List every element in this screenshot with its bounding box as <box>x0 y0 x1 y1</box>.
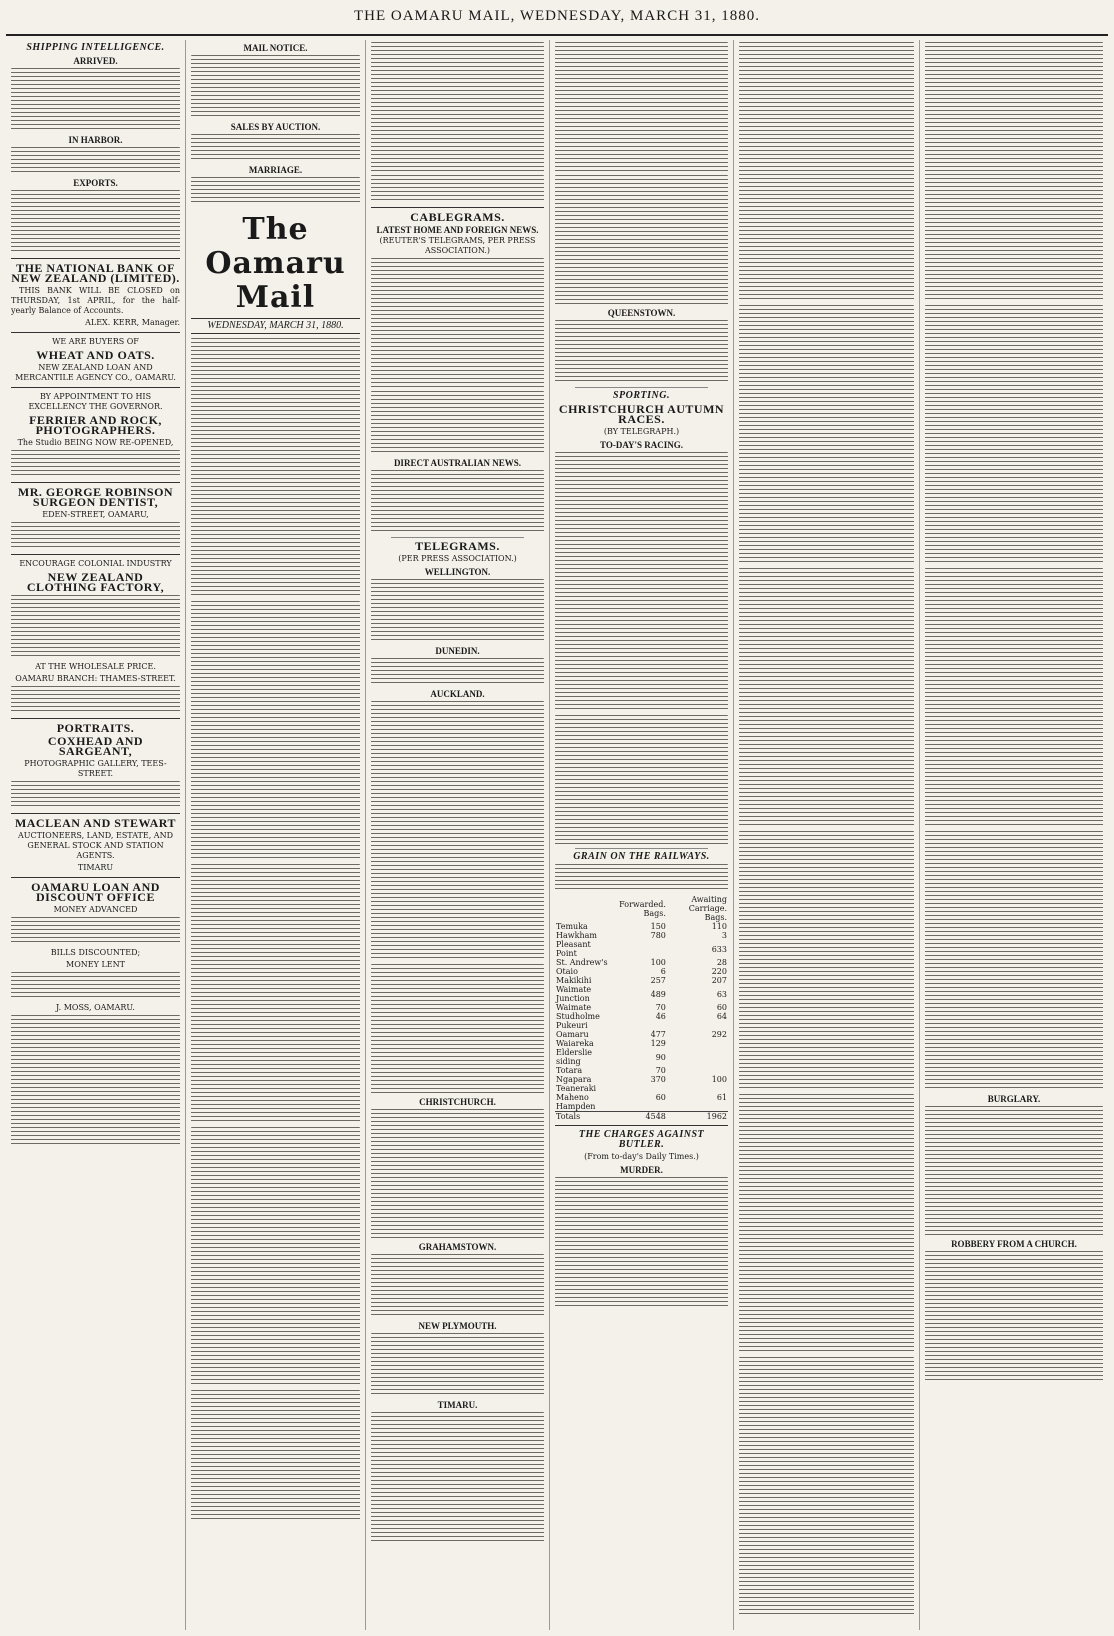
text-block <box>191 1390 360 1520</box>
grain-cell-awaiting <box>667 1021 728 1030</box>
grain-cell-station: Maheno <box>556 1093 589 1102</box>
grain-cell-awaiting <box>667 1048 728 1066</box>
grain-table-row <box>555 985 728 1003</box>
text-block <box>191 338 360 598</box>
text-block <box>739 42 914 302</box>
races-title: CHRISTCHURCH AUTUMN RACES. <box>558 402 725 426</box>
nz-loan-agency: NEW ZEALAND LOAN AND MERCANTILE AGENCY CO., OAMARU. <box>15 363 176 382</box>
cablegrams-title: CABLEGRAMS. <box>410 210 505 224</box>
text-block <box>925 1251 1103 1381</box>
page-columns <box>6 40 1108 1630</box>
grain-table-row <box>555 1048 728 1066</box>
grain-cell-station: Totara <box>556 1066 583 1075</box>
dunedin-heading: DUNEDIN. <box>435 646 480 656</box>
text-block <box>371 1254 544 1318</box>
christchurch-heading: CHRISTCHURCH. <box>419 1097 496 1107</box>
moss-line: J. MOSS, OAMARU. <box>56 1003 135 1012</box>
text-block <box>555 175 728 305</box>
text-block <box>191 177 360 205</box>
divider <box>575 848 708 849</box>
reuter-line: (REUTER'S TELEGRAMS, PER PRESS ASSOCIATION.) <box>379 236 536 255</box>
mail-notice-heading: MAIL NOTICE. <box>243 43 308 53</box>
new-plymouth-heading: NEW PLYMOUTH. <box>418 1321 497 1331</box>
divider <box>11 482 180 483</box>
robbery-heading: ROBBERY FROM A CHURCH. <box>951 1239 1077 1249</box>
arrived-heading: ARRIVED. <box>73 56 118 66</box>
grain-cell-awaiting <box>667 1039 728 1048</box>
grain-cell-forwarded: 780 <box>650 931 666 940</box>
text-block <box>191 134 360 162</box>
grain-total-forwarded: 4548 <box>610 1112 667 1122</box>
grain-header-awaiting: Awaiting Carriage. Bags. <box>688 895 727 922</box>
running-head: THE OAMARU MAIL, WEDNESDAY, MARCH 31, 1880. <box>353 8 761 24</box>
grain-cell-forwarded: 370 <box>650 1075 666 1084</box>
text-block <box>739 831 914 1091</box>
grain-cell-forwarded <box>610 1084 667 1093</box>
text-block <box>371 964 544 1094</box>
grain-cell-awaiting: 220 <box>711 967 727 976</box>
grain-cell-station: St. Andrew's <box>556 958 608 967</box>
grain-cell-awaiting: 61 <box>716 1093 727 1102</box>
text-block <box>11 972 180 1000</box>
grain-total-awaiting: 1962 <box>667 1112 728 1122</box>
grain-table-row <box>555 1102 728 1112</box>
coxhead-title: COXHEAD AND SARGEANT, <box>47 734 144 758</box>
grain-cell-awaiting: 63 <box>716 989 727 999</box>
grain-cell-station: Makikihi <box>556 976 592 985</box>
grain-header-station <box>555 895 610 922</box>
grain-cell-awaiting <box>667 1066 728 1075</box>
grain-table-row <box>555 958 728 967</box>
grain-table <box>555 895 728 1121</box>
text-block <box>11 190 180 254</box>
text-block <box>191 1127 360 1387</box>
text-block <box>11 917 180 945</box>
text-block <box>371 701 544 961</box>
grain-cell-awaiting: 60 <box>716 1003 727 1012</box>
grain-cell-forwarded: 129 <box>650 1039 666 1048</box>
column-5 <box>734 40 920 1630</box>
text-block <box>371 470 544 534</box>
studio-line: The Studio BEING NOW RE-OPENED, <box>17 438 174 447</box>
grain-cell-forwarded: 6 <box>660 967 666 976</box>
bank-notice: THIS BANK WILL BE CLOSED on THURSDAY, 1st APRIL, for the half-yearly Balance of Accounts. <box>11 286 180 315</box>
foreign-news-heading: LATEST HOME AND FOREIGN NEWS. <box>376 225 539 235</box>
grain-cell-awaiting: 110 <box>711 922 727 931</box>
grain-cell-forwarded <box>610 1021 667 1030</box>
grain-table-row <box>555 1093 728 1102</box>
australian-heading: DIRECT AUSTRALIAN NEWS. <box>393 458 522 468</box>
grain-cell-awaiting: 207 <box>711 976 727 985</box>
divider <box>575 387 708 388</box>
divider <box>11 332 180 333</box>
grain-total-label: Totals <box>555 1112 610 1122</box>
column-4 <box>550 40 734 1630</box>
branch-line: OAMARU BRANCH: THAMES-STREET. <box>15 674 176 683</box>
grain-cell-awaiting: 633 <box>711 944 727 954</box>
grain-cell-forwarded: 70 <box>655 1066 666 1075</box>
grain-cell-awaiting: 3 <box>721 931 727 940</box>
column-3 <box>366 40 550 1630</box>
grain-cell-station: Hampden <box>556 1102 596 1111</box>
grain-cell-station: Otaio <box>556 967 578 976</box>
grain-table-row <box>555 967 728 976</box>
text-block <box>925 831 1103 1091</box>
buyers-line: WE ARE BUYERS OF <box>52 337 139 346</box>
grain-cell-awaiting <box>667 1084 728 1093</box>
masthead <box>191 213 360 334</box>
text-block <box>371 391 544 455</box>
text-block <box>191 864 360 1124</box>
text-block <box>555 320 728 384</box>
text-block <box>739 305 914 565</box>
text-block <box>191 601 360 861</box>
butler-title: THE CHARGES AGAINST BUTLER. <box>578 1129 705 1150</box>
grain-table-row <box>555 1030 728 1039</box>
grain-cell-awaiting <box>667 1102 728 1112</box>
grain-total-row <box>555 1112 728 1122</box>
column-2 <box>186 40 366 1630</box>
exports-heading: EXPORTS. <box>73 178 118 188</box>
grain-cell-forwarded: 489 <box>650 989 666 999</box>
telegrams-title: TELEGRAMS. <box>415 539 500 553</box>
grain-cell-forwarded: 150 <box>650 922 666 931</box>
grain-cell-station: Waimate <box>556 1003 592 1012</box>
timaru-heading: TIMARU. <box>437 1400 478 1410</box>
grain-cell-forwarded: 100 <box>650 958 666 967</box>
text-block <box>11 595 180 659</box>
grain-table-row <box>555 1003 728 1012</box>
grain-cell-forwarded: 90 <box>655 1052 666 1062</box>
grain-cell-station: Teaneraki <box>556 1084 597 1093</box>
bills-line: BILLS DISCOUNTED; <box>50 948 141 957</box>
grain-cell-forwarded: 46 <box>655 1012 666 1021</box>
text-block <box>925 42 1103 302</box>
text-block <box>371 1412 544 1542</box>
encourage-line: ENCOURAGE COLONIAL INDUSTRY <box>19 559 172 568</box>
text-block <box>925 568 1103 828</box>
text-block <box>11 450 180 478</box>
grain-cell-station: Temuka <box>556 922 588 931</box>
text-block <box>11 781 180 809</box>
eden-street: EDEN-STREET, OAMARU, <box>42 510 149 519</box>
appointment-line: BY APPOINTMENT TO HIS EXCELLENCY THE GOVERNOR. <box>28 392 163 411</box>
text-block <box>555 1177 728 1307</box>
masthead-date: WEDNESDAY, MARCH 31, 1880. <box>191 318 360 334</box>
shipping-title: SHIPPING INTELLIGENCE. <box>26 42 165 53</box>
bank-signature: ALEX. KERR, Manager. <box>85 318 180 327</box>
grain-cell-station: Elderslie siding <box>556 1048 593 1066</box>
grain-table-row <box>555 976 728 985</box>
text-block <box>371 579 544 643</box>
grain-cell-awaiting: 28 <box>716 958 727 967</box>
grain-cell-forwarded <box>610 940 667 958</box>
text-block <box>739 1094 914 1354</box>
text-block <box>11 686 180 714</box>
grain-cell-station: Oamaru <box>556 1030 589 1039</box>
text-block <box>555 452 728 712</box>
grain-cell-station: Ngapara <box>556 1075 592 1084</box>
grain-table-row <box>555 1066 728 1075</box>
in-harbor-heading: IN HARBOR. <box>68 135 123 145</box>
queenstown-heading: QUEENSTOWN. <box>607 308 676 318</box>
grain-table-body <box>555 895 728 1112</box>
grain-cell-awaiting: 64 <box>716 1012 727 1021</box>
text-block <box>555 42 728 172</box>
murder-heading: MURDER. <box>620 1165 663 1175</box>
text-block <box>371 1109 544 1239</box>
dentist-title: MR. GEORGE ROBINSON SURGEON DENTIST, <box>17 485 174 509</box>
grain-cell-station: Pleasant Point <box>556 940 591 958</box>
gallery-line: PHOTOGRAPHIC GALLERY, TEES-STREET. <box>24 759 167 778</box>
text-block <box>371 258 544 388</box>
grain-table-row <box>555 1084 728 1093</box>
divider <box>11 813 180 814</box>
divider <box>11 387 180 388</box>
press-line: (PER PRESS ASSOCIATION.) <box>398 554 517 563</box>
divider <box>371 207 544 208</box>
ferrier-title: FERRIER AND ROCK, PHOTOGRAPHERS. <box>29 413 162 437</box>
auckland-heading: AUCKLAND. <box>430 689 485 699</box>
masthead-title: The Oamaru Mail <box>205 212 346 315</box>
grain-cell-station: Studholme <box>556 1012 600 1021</box>
bank-title: THE NATIONAL BANK OF NEW ZEALAND (LIMITED). <box>11 261 180 285</box>
grain-cell-awaiting: 100 <box>711 1075 727 1084</box>
money-lent: MONEY LENT <box>66 960 125 969</box>
text-block <box>371 658 544 686</box>
maclean-title: MACLEAN AND STEWART <box>14 816 177 830</box>
grain-cell-awaiting: 292 <box>711 1030 727 1039</box>
grain-header-forwarded: Forwarded. Bags. <box>619 899 666 918</box>
grain-table-row <box>555 922 728 931</box>
divider <box>391 537 524 538</box>
text-block <box>11 147 180 175</box>
butler-from: (From to-day's Daily Times.) <box>584 1152 699 1161</box>
marriage-heading: MARRIAGE. <box>248 165 303 175</box>
grain-table-header <box>555 895 728 922</box>
text-block <box>11 1015 180 1145</box>
page-header <box>6 4 1108 36</box>
grain-table-row <box>555 1039 728 1048</box>
text-block <box>925 305 1103 565</box>
grain-cell-station: Pukeuri <box>556 1021 588 1030</box>
text-block <box>739 1357 914 1617</box>
grain-cell-forwarded <box>610 1102 667 1112</box>
portraits-title: PORTRAITS. <box>56 721 135 735</box>
discount-title: OAMARU LOAN AND DISCOUNT OFFICE <box>31 880 160 904</box>
grain-cell-forwarded: 60 <box>655 1093 666 1102</box>
grain-table-row <box>555 1075 728 1084</box>
todays-racing-heading: TO-DAY'S RACING. <box>599 440 684 450</box>
grain-cell-station: Waimate Junction <box>556 985 592 1003</box>
text-block <box>739 568 914 828</box>
auctioneers-line: AUCTIONEERS, LAND, ESTATE, AND GENERAL STOCK AND STATION AGENTS. <box>18 831 173 860</box>
grain-table-row <box>555 931 728 940</box>
divider <box>11 258 180 259</box>
wholesale-line: AT THE WHOLESALE PRICE. <box>35 662 156 671</box>
divider <box>11 877 180 878</box>
wheat-title: WHEAT AND OATS. <box>36 348 155 362</box>
grain-cell-station: Waiareka <box>556 1039 594 1048</box>
grahamstown-heading: GRAHAMSTOWN. <box>418 1242 497 1252</box>
timaru-line: TIMARU <box>77 863 114 872</box>
clothing-title: NEW ZEALAND CLOTHING FACTORY, <box>26 570 165 594</box>
grain-cell-forwarded: 70 <box>655 1003 666 1012</box>
text-block <box>371 42 544 172</box>
divider <box>11 718 180 719</box>
column-1 <box>6 40 186 1630</box>
grain-cell-station: Hawkham <box>556 931 597 940</box>
grain-table-row <box>555 1021 728 1030</box>
text-block <box>11 522 180 550</box>
wellington-heading: WELLINGTON. <box>424 567 491 577</box>
column-6 <box>920 40 1108 1630</box>
text-block <box>371 1333 544 1397</box>
sporting-title: SPORTING. <box>612 390 670 401</box>
grain-cell-forwarded: 477 <box>650 1030 666 1039</box>
text-block <box>925 1106 1103 1236</box>
text-block <box>555 715 728 845</box>
grain-title: GRAIN ON THE RAILWAYS. <box>573 851 710 862</box>
money-advanced: MONEY ADVANCED <box>53 905 138 914</box>
text-block <box>11 68 180 132</box>
text-block <box>555 864 728 892</box>
divider <box>11 554 180 555</box>
auction-heading: SALES BY AUCTION. <box>230 122 321 132</box>
text-block <box>191 55 360 119</box>
grain-cell-forwarded: 257 <box>650 976 666 985</box>
burglary-heading: BURGLARY. <box>987 1094 1041 1104</box>
divider <box>555 1125 728 1126</box>
text-block <box>371 175 544 203</box>
grain-table-row <box>555 940 728 958</box>
by-telegraph: (BY TELEGRAPH.) <box>603 427 680 436</box>
grain-table-row <box>555 1012 728 1021</box>
